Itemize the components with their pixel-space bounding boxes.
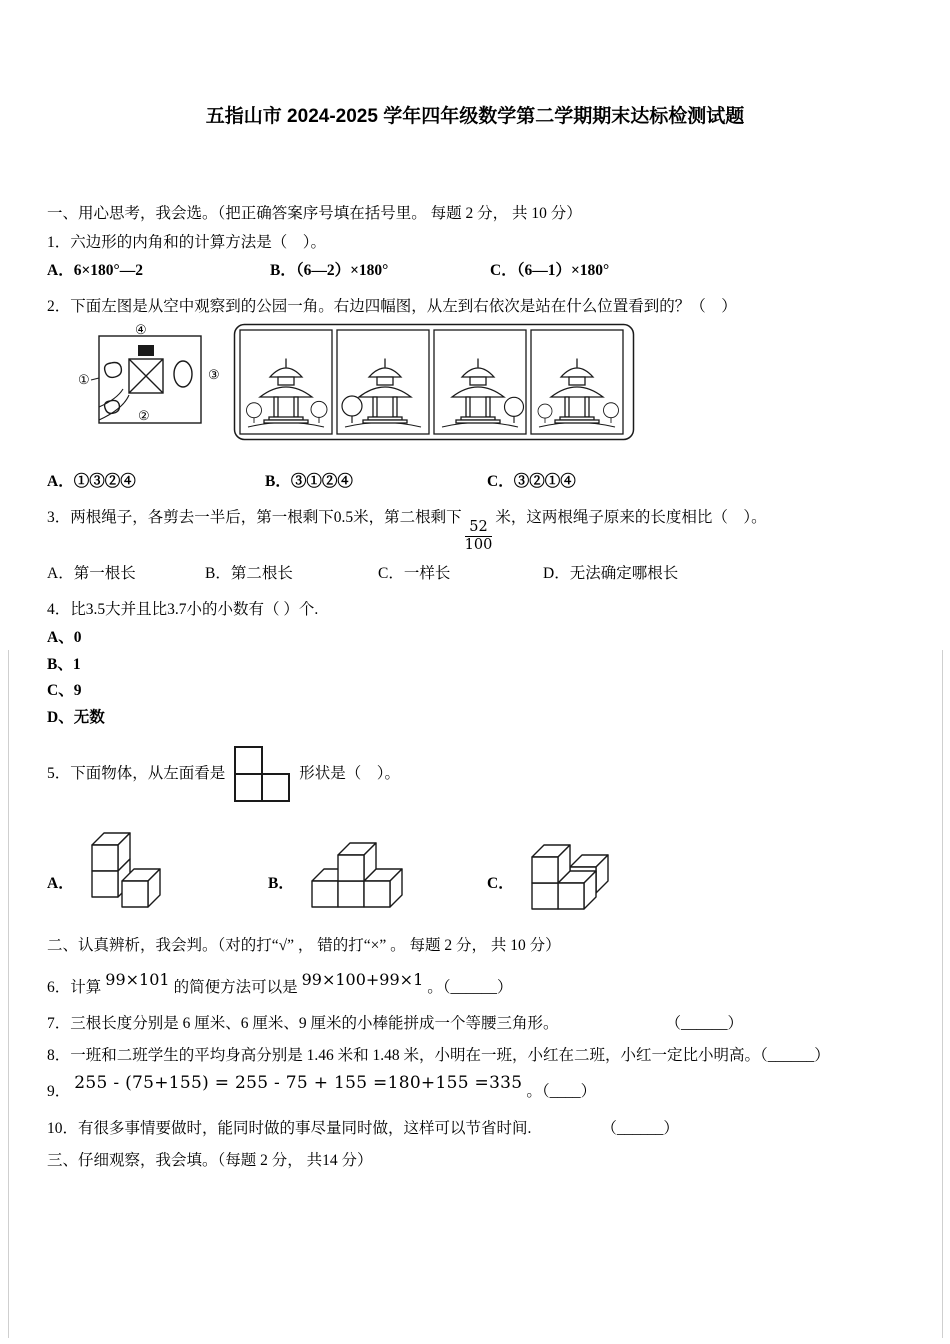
q1-option-a: A．6×180°—2 [47, 261, 143, 279]
page-title: 五指山市 2024-2025 学年四年级数学第二学期期末达标检测试题 [205, 106, 745, 127]
q2-options [47, 471, 903, 493]
cubes-c-figure [526, 827, 612, 913]
q6-text [47, 970, 903, 999]
q7-statement: 7．三根长度分别是 6 厘米、6 厘米、9 厘米的小棒能拼成一个等腰三角形。 [47, 1014, 559, 1032]
q4-text: 4．比3.5大并且比3.7小的小数有（ ）个. [47, 601, 319, 619]
q2-option-a: A．①③②④ [47, 473, 136, 491]
q9-text-post: 。（____） [526, 1083, 597, 1101]
view-panel-4 [531, 330, 623, 434]
q4-option-d: D、无数 [47, 708, 105, 726]
q6-text-pre: 6．计算 [47, 979, 102, 997]
q5-option-a [47, 817, 268, 913]
q5-option-b [268, 837, 487, 913]
map-label-4: ④ [135, 323, 147, 338]
fraction-52-100 [465, 520, 493, 553]
q2-text: 2．下面左图是从空中观察到的公园一角。右边四幅图，从左到右依次是站在什么位置看到的？（ ） [47, 297, 737, 315]
q7-text [47, 1013, 903, 1035]
q9-number: 9． [47, 1083, 71, 1101]
q1-text: 1．六边形的内角和的计算方法是（ ）。 [47, 234, 327, 252]
q5-option-b-label: B． [268, 874, 294, 892]
map-label-2: ② [138, 408, 150, 424]
q10-statement: 10．有很多事情要做时，能同时做的事尽量同时做，这样可以节省时间. [47, 1120, 532, 1138]
scan-edge-right [942, 650, 943, 1338]
q9-text [47, 1073, 903, 1104]
section3-heading: 三、仔细观察，我会填。（每题 2 分， 共14 分） [47, 1151, 373, 1169]
view-panel-1 [240, 330, 332, 434]
q10-answer-blank: （______） [601, 1120, 679, 1138]
q4-option-b: B、1 [47, 655, 81, 673]
park-map-figure [77, 323, 227, 435]
pavilion-topview-block [138, 345, 154, 356]
view-panel-2 [337, 330, 429, 434]
q3-option-b: B．第二根长 [205, 565, 293, 583]
q3-option-a: A．第一根长 [47, 565, 136, 583]
q5-text [47, 745, 903, 803]
q2-figures [77, 323, 903, 441]
q4-option-a: A、0 [47, 628, 82, 646]
q5-text-pre: 5．下面物体，从左面看是 [47, 764, 226, 782]
q1-options [47, 260, 903, 282]
q1-option-c: C．（6—1）×180° [490, 261, 610, 279]
map-label-1: ① [78, 372, 90, 388]
view-panel-3 [434, 330, 526, 434]
pavilion-views-figure [233, 323, 635, 441]
lshape-grid-figure [233, 745, 291, 803]
fraction-denominator: 100 [464, 537, 493, 554]
q2-option-b: B．③①②④ [265, 473, 353, 491]
q6-text-post: 。（______） [427, 979, 513, 997]
q4-option-c: C、9 [47, 682, 82, 700]
q3-option-d: D．无法确定哪根长 [543, 565, 679, 583]
q3-text-pre: 3．两根绳子，各剪去一半后，第一根剩下0.5米，第二根剩下 [47, 509, 462, 527]
q6-math-expression-2: 99×100+99×1 [301, 970, 424, 990]
q3-text-post: 米，这两根绳子原来的长度相比（ ）。 [495, 509, 767, 527]
section2-heading: 二、认真辨析，我会判。（对的打“√” ， 错的打“×” 。 每题 2 分， 共 10 分） [47, 936, 561, 954]
section1-heading: 一、用心思考，我会选。（把正确答案序号填在括号里。 每题 2 分， 共 10 分） [47, 204, 582, 222]
cubes-b-figure [306, 837, 408, 913]
q3-option-c: C．一样长 [378, 565, 451, 583]
q5-option-c-label: C． [487, 874, 514, 892]
q5-option-a-label: A． [47, 874, 74, 892]
q1-option-b: B．（6—2）×180° [270, 261, 389, 279]
scan-edge-left [8, 650, 9, 1338]
q6-text-mid: 的简便方法可以是 [173, 979, 298, 997]
q3-options [47, 563, 903, 585]
q9-math-expression: 255 - (75+155) = 255 - 75 + 155 =180+155 =335 [74, 1073, 523, 1094]
q7-answer-blank: （______） [665, 1014, 743, 1032]
q5-option-c [487, 827, 612, 913]
q6-math-expression-1: 99×101 [105, 970, 170, 990]
q5-options [47, 817, 903, 913]
q8-text: 8．一班和二班学生的平均身高分别是 1.46 米和 1.48 米，小明在一班，小红在二班，小红一定比小明高。（______） [47, 1046, 830, 1064]
map-label-3: ③ [208, 367, 220, 383]
q3-text [47, 507, 903, 553]
cubes-a-figure [86, 817, 166, 913]
fraction-numerator: 52 [469, 519, 488, 536]
q10-text [47, 1118, 903, 1140]
q2-option-c: C．③②①④ [487, 473, 576, 491]
q5-text-post: 形状是（ ）。 [299, 764, 401, 782]
